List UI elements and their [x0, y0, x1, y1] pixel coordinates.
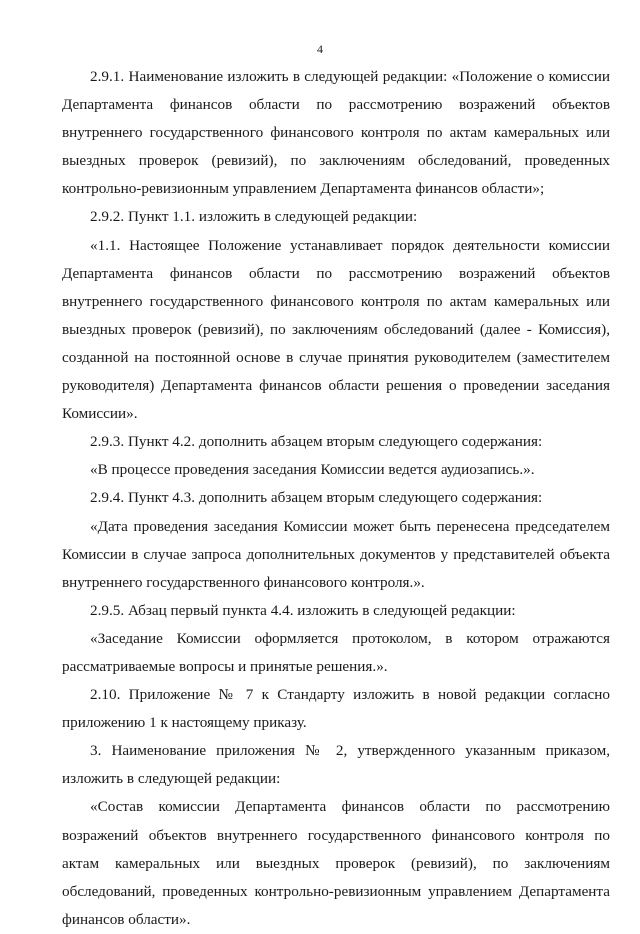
paragraph-2-9-5: 2.9.5. Абзац первый пункта 4.4. изложить в следующей редакции: — [90, 601, 516, 619]
paragraph-quote-4-3: «Дата проведения заседания Комиссии может быть перенесена председателем Комиссии в случае запроса дополнительных документов у представителей объекта внутреннего государственного финансового контроля.». — [62, 517, 610, 591]
paragraph-2-9-1: 2.9.1. Наименование изложить в следующей редакции: «Положение о комиссии Департамента финансов области по рассмотрению возражений объектов внутреннего государственного финансового контроля по актам камеральных или выездных проверок (ревизий), по заключениям обследований, проведенных контрольно-ревизионным управлением Департамента финансов области»; — [62, 68, 610, 198]
paragraph-2-9-3: 2.9.3. Пункт 4.2. дополнить абзацем вторым следующего содержания: — [90, 433, 543, 451]
paragraph-quote-1-1: «1.1. Настоящее Положение устанавливает порядок деятельности комиссии Департамента финансов области по рассмотрению возражений объектов внутреннего государственного финансового контроля по актам камеральных или выездных проверок (ревизий), по заключениям обследований (далее - Комиссия), созданной на постоянной основе в случае принятия руководителем (заместителем руководителя) Департамента финансов области решения о проведении заседания Комиссии». — [62, 236, 610, 423]
paragraph-2-10: 2.10. Приложение № 7 к Стандарту изложить в новой редакции согласно приложению 1 к настоящему приказу. — [62, 686, 610, 732]
page-number: 4 — [317, 42, 323, 56]
paragraph-quote-4-4: «Заседание Комиссии оформляется протоколом, в котором отражаются рассматриваемые вопросы и принятые решения.». — [62, 629, 610, 675]
document-body — [62, 63, 610, 934]
paragraph-quote-4-2: «В процессе проведения заседания Комиссии ведется аудиозапись.». — [90, 461, 535, 479]
paragraph-quote-appendix-2: «Состав комиссии Департамента финансов области по рассмотрению возражений объектов внутреннего государственного финансового контроля по актам камеральных или выездных проверок (ревизий), по заключениям обследований, проведенных контрольно-ревизионным управлением Департамента финансов области». — [62, 798, 610, 928]
paragraph-2-9-2: 2.9.2. Пункт 1.1. изложить в следующей редакции: — [90, 208, 418, 226]
paragraph-3: 3. Наименование приложения № 2, утвержденного указанным приказом, изложить в следующей редакции: — [62, 742, 610, 788]
paragraph-2-9-4: 2.9.4. Пункт 4.3. дополнить абзацем вторым следующего содержания: — [90, 489, 543, 507]
